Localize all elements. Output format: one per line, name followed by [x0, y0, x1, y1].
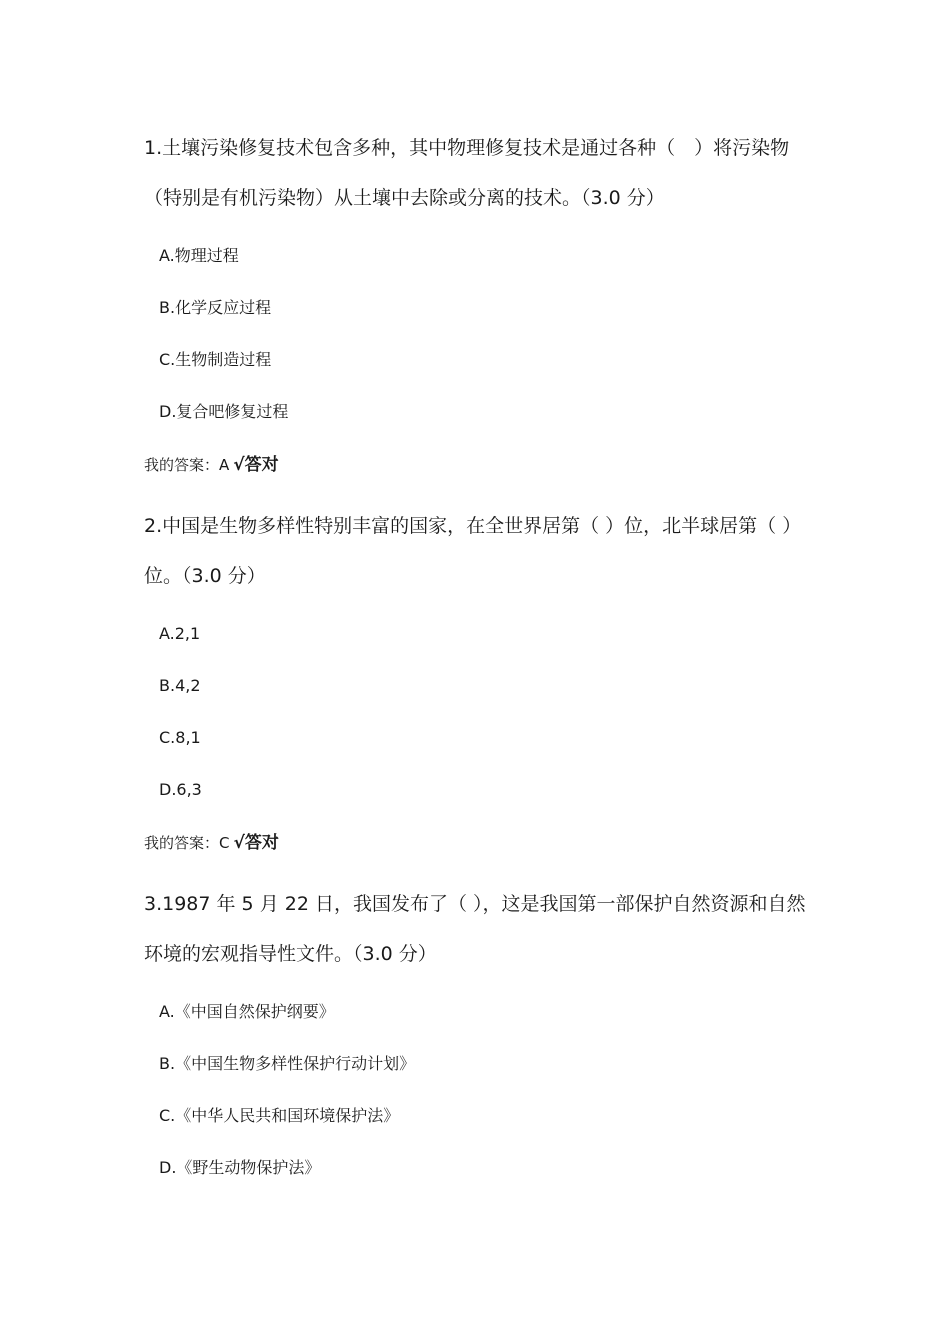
question-1-answer-label: 我的答案：A	[144, 456, 230, 474]
question-3-option-a: A.《中国自然保护纲要》	[159, 1002, 335, 1021]
question-2-stem-line2: 位。（3.0 分）	[144, 565, 266, 587]
question-1	[144, 136, 824, 476]
question-2-option-d: D.6,3	[159, 780, 202, 799]
question-2	[144, 514, 824, 854]
question-2-options	[144, 624, 824, 800]
question-3	[144, 892, 824, 1178]
question-3-stem-line1: 3.1987 年 5 月 22 日，我国发布了（ ），这是我国第一部保护自然资源和自然	[144, 893, 806, 915]
question-1-option-c: C.生物制造过程	[159, 350, 272, 369]
question-2-option-b: B.4,2	[159, 676, 201, 695]
question-1-answer	[144, 454, 824, 476]
question-1-verdict: √答对	[233, 455, 279, 475]
question-1-option-b: B.化学反应过程	[159, 298, 272, 317]
question-3-stem-line2: 环境的宏观指导性文件。（3.0 分）	[144, 943, 437, 965]
question-2-option-c: C.8,1	[159, 728, 201, 747]
question-3-option-d: D.《野生动物保护法》	[159, 1158, 321, 1177]
question-1-option-d: D.复合吧修复过程	[159, 402, 289, 421]
question-2-stem-line1: 2.中国是生物多样性特别丰富的国家，在全世界居第（ ）位，北半球居第（ ）	[144, 515, 802, 537]
question-2-verdict: √答对	[233, 833, 279, 853]
question-2-option-a: A.2,1	[159, 624, 201, 643]
question-1-option-a: A.物理过程	[159, 246, 239, 265]
question-3-options	[144, 1002, 824, 1178]
question-1-stem-line1: 1.土壤污染修复技术包含多种，其中物理修复技术是通过各种（ ）将污染物	[144, 137, 790, 159]
question-3-option-b: B.《中国生物多样性保护行动计划》	[159, 1054, 416, 1073]
question-1-stem-line2: （特别是有机污染物）从土壤中去除或分离的技术。（3.0 分）	[144, 187, 665, 209]
question-2-answer-label: 我的答案：C	[144, 834, 230, 852]
question-2-answer	[144, 832, 824, 854]
question-3-option-c: C.《中华人民共和国环境保护法》	[159, 1106, 400, 1125]
question-1-options	[144, 246, 824, 422]
